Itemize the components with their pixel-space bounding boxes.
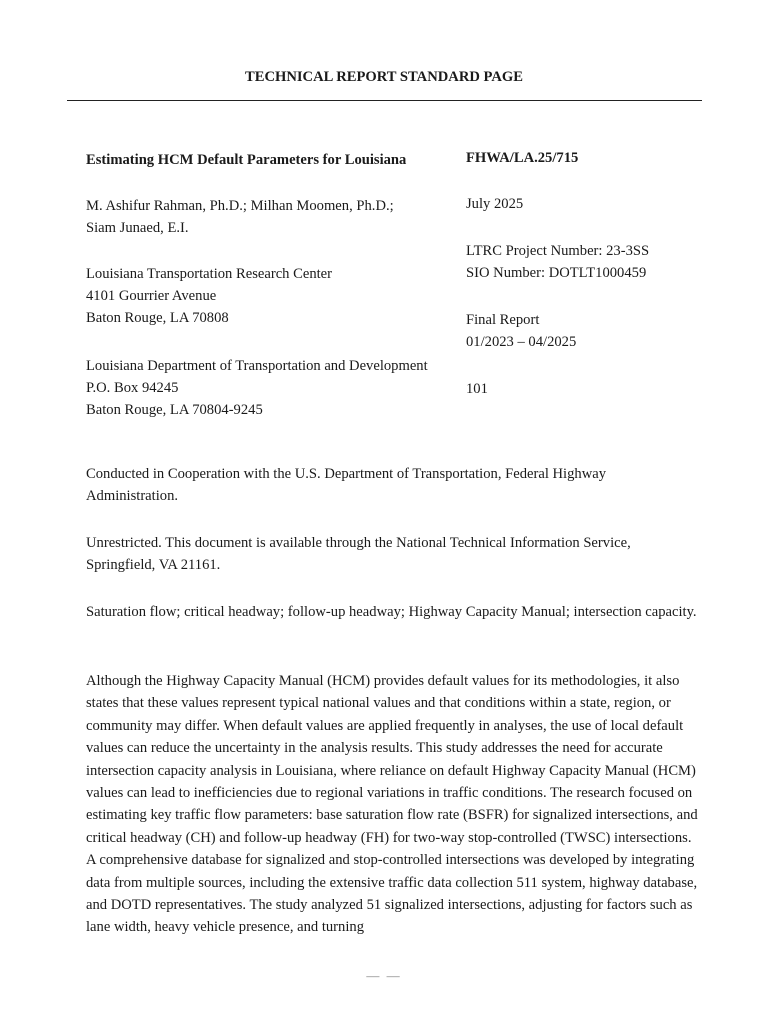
project-numbers-block [466,240,726,284]
distribution-statement: Unrestricted. This document is available through the National Technical Information Service, Springfield, VA 21161. [86,535,631,574]
performing-org-line: Baton Rouge, LA 70808 [86,310,229,326]
title-divider [67,100,702,101]
sponsoring-org-line: P.O. Box 94245 [86,380,179,396]
performing-org-line: Louisiana Transportation Research Center [86,266,333,282]
report-title-block [86,149,456,171]
sio-number: SIO Number: DOTLT1000459 [466,265,647,281]
report-type-block [466,309,726,353]
page-title: TECHNICAL REPORT STANDARD PAGE [244,69,524,85]
sponsoring-org-line: Louisiana Department of Transportation and Development [86,358,428,374]
sponsoring-org-block [86,355,456,421]
sponsoring-org-line: Baton Rouge, LA 70804-9245 [86,402,263,418]
supplementary-notes: Conducted in Cooperation with the U.S. Department of Transportation, Federal Highway Administration. [86,466,607,505]
authors-block [86,195,456,239]
period-covered: 01/2023 – 04/2025 [466,334,577,350]
author-line: Siam Junaed, E.I. [86,220,189,236]
author-line: M. Ashifur Rahman, Ph.D.; Milhan Moomen, Ph.D.; [86,198,394,214]
page-count: 101 [466,381,488,397]
ltrc-project-number: LTRC Project Number: 23-3SS [466,243,650,259]
key-words: Saturation flow; critical headway; follow-up headway; Highway Capacity Manual; intersection capacity. [86,604,697,620]
abstract: Although the Highway Capacity Manual (HCM) provides default values for its methodologies, it also states that these values represent typical national values and that conditions within a state, region, or community may differ. When default values are applied frequently in analyses, the use of local default values can reduce the uncertainty in the analysis results. This study addresses the need for accurate intersection capacity analysis in Louisiana, where reliance on default Highway Capacity Manual (HCM) values can lead to inefficiencies due to regional variations in traffic conditions. The research focused on estimating key traffic flow parameters: base saturation flow rate (BSFR) for signalized intersections, and critical headway (CH) and follow-up headway (FH) for two-way stop-controlled (TWSC) intersections. A comprehensive database for signalized and stop-controlled intersections was developed by integrating data from multiple sources, including the extensive traffic data collection 511 system, highway database, and DOTD representatives. The study analyzed 51 signalized intersections, adjusting for factors such as lane width, heavy vehicle presence, and turning [86,673,698,936]
report-date: July 2025 [466,196,524,212]
report-type: Final Report [466,312,540,328]
page-footer: — — [366,968,402,983]
report-number-block [466,147,726,169]
performing-org-block [86,263,456,329]
performing-org-line: 4101 Gourrier Avenue [86,288,217,304]
report-number: FHWA/LA.25/715 [466,150,579,166]
report-date-block [466,193,726,215]
page-count-block [466,378,726,400]
report-title: Estimating HCM Default Parameters for Louisiana [86,152,407,168]
